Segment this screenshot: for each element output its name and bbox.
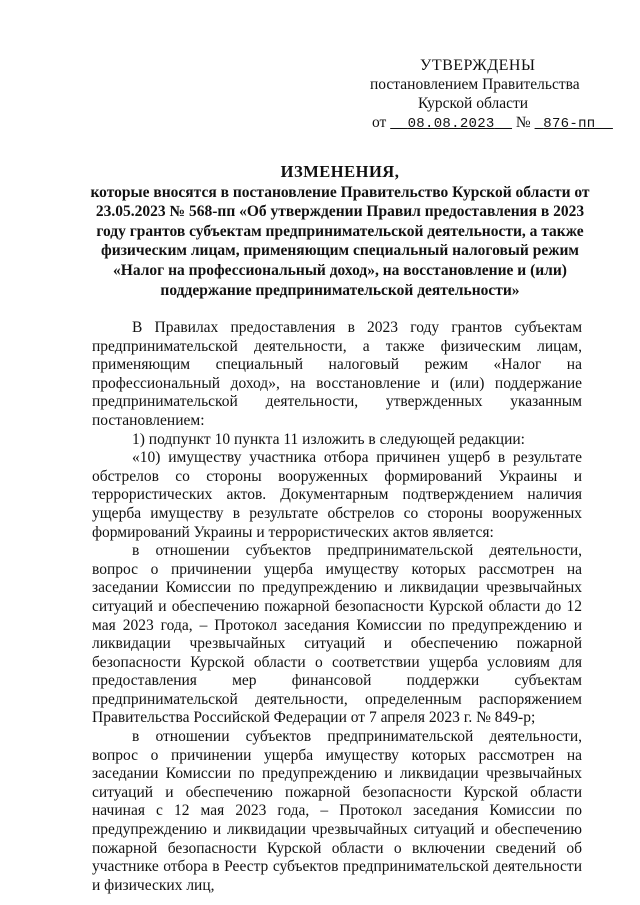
approval-line-2: Курской области (418, 95, 529, 112)
approval-line-1: постановлением Правительства (370, 76, 580, 93)
number-prefix: № (515, 114, 531, 131)
document-body (92, 319, 582, 895)
approval-stamp (360, 56, 610, 134)
approval-date: 08.08.2023 (407, 116, 495, 132)
body-paragraph-3: «10) имуществу участника отбора причинен ущерб в результате обстрелов со стороны вооруженных формирований Украины и террористических актов. Документарным подтверждением наличия ущерба имуществу в результате обстрелов со стороны вооруженных формирований Украины и террористических актов является: (92, 449, 582, 541)
body-paragraph-2: 1) подпункт 10 пункта 11 изложить в следующей редакции: (132, 430, 525, 448)
document-heading (80, 162, 600, 300)
approval-date-line (360, 113, 610, 134)
date-prefix: от (372, 114, 387, 131)
body-paragraph-5: в отношении субъектов предпринимательской деятельности, вопрос о причинении ущерба имуществу которых рассмотрен на заседании Комиссии по предупреждению и ликвидации чрезвычайных ситуаций и обеспечению пожарной безопасности Курской области начиная с 12 мая 2023 года, – Протокол заседания Комиссии по предупреждению и ликвидации чрезвычайных ситуаций и обеспечению пожарной безопасности Курской области о включении сведений об участнике отбора в Реестр субъектов предпринимательской деятельности и физических лиц, (92, 728, 582, 894)
approval-number: 876-пп (543, 116, 596, 132)
heading-title: ИЗМЕНЕНИЯ, (280, 162, 400, 181)
approval-title: УТВЕРЖДЕНЫ (420, 57, 536, 74)
body-paragraph-4: в отношении субъектов предпринимательской деятельности, вопрос о причинении ущерба имуществу которых рассмотрен на заседании Комиссии по предупреждению и ликвидации чрезвычайных ситуаций и обеспечению пожарной безопасности Курской области до 12 мая 2023 года, – Протокол заседания Комиссии по предупреждению и ликвидации чрезвычайных ситуаций и обеспечению пожарной безопасности Курской области о соответствии ущерба условиям для предоставления мер финансовой поддержки субъектам предпринимательской деятельности, определенным распоряжением Правительства Российской Федерации от 7 апреля 2023 г. № 849-р; (92, 542, 582, 727)
body-paragraph-1: В Правилах предоставления в 2023 году грантов субъектам предпринимательской деятельности, а также физическим лицам, применяющим специальный налоговый режим «Налог на профессиональный доход», на восстановление и (или) поддержание предпринимательской деятельности, утвержденных указанным постановлением: (92, 319, 582, 429)
heading-subtitle: которые вносятся в постановление Правительство Курской области от 23.05.2023 № 568-пп «Об утверждении Правил предоставления в 2023 году грантов субъектам предпринимательской деятельности, а также физическим лицам, применяющим специальный налоговый режим «Налог на профессиональный доход», на восстановление и (или) поддержание предпринимательской деятельности» (90, 183, 590, 299)
